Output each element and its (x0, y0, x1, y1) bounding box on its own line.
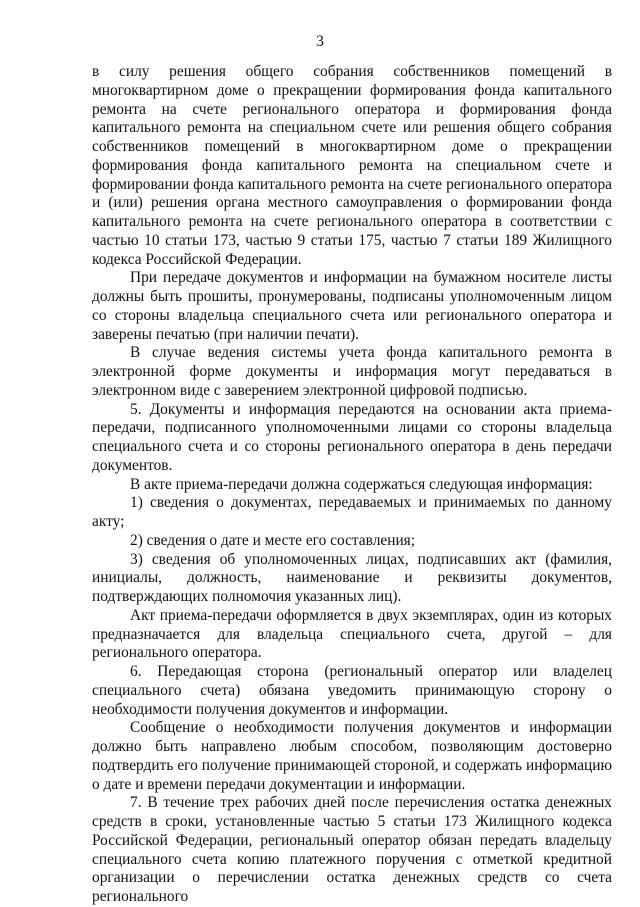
paragraph-item-6: 6. Передающая сторона (региональный оператор или владелец специального счета) обязана уведомить принимающую сторону о необходимости получения документов и информации. (92, 663, 612, 718)
paragraph-electronic-transfer: В случае ведения системы учета фонда капитального ремонта в электронной форме документы и информация могут передаваться в электронном виде с заверением электронной цифровой подписью. (92, 344, 612, 399)
paragraph-item-5: 5. Документы и информация передаются на основании акта приема-передачи, подписанного уполномоченными лицами со стороны владельца специального счета и со стороны регионального оператора в день передачи документов. (92, 400, 612, 474)
page-number: 3 (316, 33, 324, 50)
document-body (92, 63, 612, 907)
paragraph-act-copies: Акт приема-передачи оформляется в двух экземплярах, один из которых предназначается для владельца специального счета, другой – для регионального оператора. (92, 606, 612, 662)
paragraph-continuation: в силу решения общего собрания собственников помещений в многоквартирном доме о прекращении формирования фонда капитального ремонта на счете регионального оператора и формирования фонда капитального ремонта на специальном счете или решения общего собрания собственников помещений в многоквартирном доме о прекращении формирования фонда капитального ремонта на специальном счете и формировании фонда капитального ремонта на счете регионального оператора и (или) решения органа местного самоуправления о формировании фонда капитального ремонта на счете регионального оператора в соответствии с частью 10 статьи 173, частью 9 статьи 175, частью 7 статьи 189 Жилищного кодекса Российской Федерации. (92, 63, 612, 268)
paragraph-paper-transfer: При передаче документов и информации на бумажном носителе листы должны быть прошиты, пронумерованы, подписаны уполномоченным лицом со стороны владельца специального счета или регионального оператора и заверены печатью (при наличии печати). (92, 269, 612, 343)
list-item-2: 2) сведения о дате и месте его составления; (130, 531, 416, 549)
paragraph-item-7: 7. В течение трех рабочих дней после перечисления остатка денежных средств в сроки, установленные частью 5 статьи 173 Жилищного кодекса Российской Федерации, региональный оператор обязан передать владельцу специального счета копию платежного поручения с отметкой кредитной организации о перечислении остатка денежных средств со счета регионального (92, 794, 612, 905)
list-item-3: 3) сведения об уполномоченных лицах, подписавших акт (фамилия, инициалы, должность, наименование и реквизиты документов, подтверждающих полномочия указанных лиц). (92, 550, 612, 605)
list-item-1: 1) сведения о документах, передаваемых и принимаемых по данному акту; (92, 494, 612, 530)
paragraph-act-contents-intro: В акте приема-передачи должна содержаться следующая информация: (130, 475, 593, 493)
paragraph-notification: Сообщение о необходимости получения документов и информации должно быть направлено любым способом, позволяющим достоверно подтвердить его получение принимающей стороной, и содержать информацию о дате и времени передачи документации и информации. (92, 719, 612, 793)
